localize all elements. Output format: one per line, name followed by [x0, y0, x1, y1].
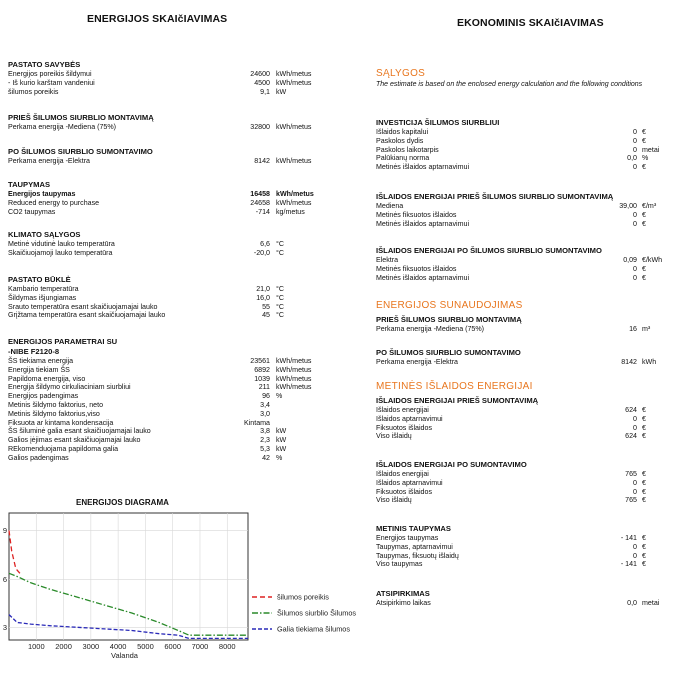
data-row	[8, 285, 308, 294]
row-unit: €	[642, 264, 646, 273]
row-label: Viso taupymas	[376, 560, 423, 569]
legend-label: Galia tiekiama šilumos	[277, 624, 350, 634]
energy-diagram	[0, 505, 365, 675]
row-unit: °C	[276, 302, 284, 311]
row-unit: kWh/metus	[276, 157, 312, 165]
row-value: 8142	[254, 157, 270, 165]
row-unit: €/kWh	[642, 256, 663, 264]
row-value: 96	[262, 392, 270, 401]
row-unit: kWh/metus	[276, 70, 312, 78]
section-consumption-0	[376, 315, 666, 334]
row-label: Kambario temperatūra	[8, 285, 79, 293]
row-label: Fiksuota ar kintama kondensacija	[8, 418, 114, 427]
row-unit: kWh/metus	[276, 383, 312, 392]
row-unit: metai	[642, 145, 660, 154]
x-tick-label: 6000	[164, 642, 182, 651]
row-unit: €	[642, 542, 646, 551]
data-row	[376, 358, 666, 367]
row-value: 0	[633, 273, 637, 282]
row-label: Metinė vidutinė lauko temperatūra	[8, 240, 115, 248]
data-row	[8, 454, 308, 463]
row-value: 0	[633, 487, 637, 496]
row-label: Energija šildymo cirkuliaciniam siurbliui	[8, 383, 131, 392]
row-label: Metinis šildymo faktorius, neto	[8, 400, 104, 409]
data-row	[376, 137, 666, 146]
economic-calc-title: EKONOMINIS SKAIčIAVIMAS	[457, 17, 604, 29]
data-row	[376, 163, 666, 172]
data-row	[8, 383, 312, 392]
data-row	[376, 496, 666, 505]
row-value: - 141	[620, 534, 637, 542]
row-value: 5,3	[260, 444, 270, 453]
section-title: IŠLAIDOS ENERGIJAI PO SUMONTAVIMO	[376, 460, 527, 469]
data-row	[376, 146, 666, 155]
row-value: -20,0	[253, 248, 270, 257]
row-unit: °C	[276, 240, 284, 248]
data-row	[376, 415, 666, 424]
data-row	[8, 365, 312, 375]
row-unit: °C	[276, 248, 284, 257]
row-value: 0	[633, 542, 637, 551]
row-unit: €	[642, 210, 646, 219]
section-econ-2	[376, 246, 666, 282]
section-costs-0	[376, 396, 666, 441]
section-building-properties	[8, 60, 312, 96]
row-unit: €	[642, 414, 646, 423]
row-value: 23561	[250, 357, 270, 365]
section-econ-0	[376, 118, 666, 172]
row-value: 24600	[250, 70, 270, 78]
row-unit: m³	[642, 325, 651, 333]
row-unit: €	[642, 432, 646, 441]
data-row	[376, 256, 666, 265]
row-label: šilumos poreikis	[8, 87, 59, 96]
row-unit: €	[642, 273, 646, 282]
row-value: 0	[633, 210, 637, 219]
row-value: 0	[633, 551, 637, 560]
x-tick-label: 8000	[218, 642, 236, 651]
data-row	[8, 311, 308, 320]
row-label: Papildoma energija, viso	[8, 374, 86, 383]
row-unit: metai	[642, 599, 660, 607]
x-tick-label: 2000	[55, 642, 72, 651]
row-value: 32800	[250, 123, 270, 131]
row-unit: €	[642, 560, 646, 569]
row-label: Galios įėjimas esant skaičiuojamajai lauko	[8, 436, 141, 445]
row-label: Perkama energija -Mediena (75%)	[376, 325, 485, 333]
row-unit: kg/metus	[276, 207, 305, 216]
section-title: ENERGIJOS PARAMETRAI SU	[8, 337, 118, 346]
data-row	[376, 154, 666, 163]
section-title: PASTATO BŪKLĖ	[8, 275, 71, 284]
row-value: 16458	[250, 190, 270, 198]
row-label: Viso išlaidų	[376, 432, 412, 441]
row-value: 0,09	[623, 256, 637, 264]
row-label: Energijos taupymas	[8, 190, 76, 198]
row-value: 16	[629, 325, 637, 333]
data-row	[376, 432, 666, 441]
data-row	[8, 427, 308, 436]
energy-calc-title: ENERGIJOS SKAIčIAVIMAS	[87, 13, 228, 25]
row-value: 16,0	[256, 293, 270, 302]
row-value: 0	[633, 219, 637, 228]
row-value: 0	[633, 478, 637, 487]
row-label: Energijos padengimas	[8, 392, 79, 401]
row-unit: €/m³	[642, 202, 657, 210]
row-unit: kW	[276, 87, 287, 96]
x-tick-label: 3000	[82, 642, 100, 651]
data-row	[8, 436, 308, 445]
row-label: REkomenduojama papildoma galia	[8, 444, 119, 453]
row-label: ŠS šiluminė galia esant skaičiuojamajai lauko	[8, 427, 151, 436]
row-label: Išlaidos kapitalui	[376, 128, 429, 136]
row-label: Atsipirkimo laikas	[376, 599, 431, 607]
row-value: 3,8	[260, 427, 270, 436]
data-row	[376, 488, 666, 497]
row-label: Metinės fiksuotos išlaidos	[376, 210, 457, 219]
row-value: 1039	[254, 374, 270, 383]
row-unit: kWh/metus	[276, 357, 312, 365]
row-unit: €	[642, 478, 646, 487]
data-row	[376, 265, 666, 274]
row-label: Perkama energija -Elektra	[376, 358, 459, 366]
row-unit: kW	[276, 427, 287, 436]
row-label: Metinės išlaidos aptarnavimui	[376, 219, 470, 228]
section-title: TAUPYMAS	[8, 180, 51, 189]
row-unit: €	[642, 487, 646, 496]
row-unit: °C	[276, 293, 284, 302]
row-label: Išlaidos aptarnavimui	[376, 478, 443, 487]
row-unit: kWh/metus	[276, 374, 312, 383]
row-unit: %	[276, 392, 283, 401]
row-label: Perkama energija -Elektra	[8, 157, 91, 165]
row-value: 45	[262, 311, 270, 320]
section-building-state	[8, 275, 308, 320]
row-unit: €	[642, 470, 646, 478]
row-value: 0	[633, 128, 637, 136]
y-tick-label: 3	[2, 622, 7, 632]
row-label: Fiksuotos išlaidos	[376, 487, 432, 496]
row-unit: €	[642, 551, 646, 560]
data-row	[8, 303, 308, 312]
x-tick-label: 5000	[137, 642, 154, 651]
section-consumption-1	[376, 348, 666, 367]
consumption-title: ENERGIJOS SUNAUDOJIMAS	[376, 300, 523, 311]
section-title: PO ŠILUMOS SIURBLIO SUMONTAVIMO	[376, 348, 521, 357]
data-row	[376, 560, 666, 569]
row-label: Taupymas, fiksuotų išlaidų	[376, 551, 459, 560]
data-row	[8, 294, 308, 303]
row-label: Energija tiekiam ŠS	[8, 365, 70, 374]
x-tick-label: 1000	[27, 642, 45, 651]
data-row	[376, 274, 666, 283]
row-value: 0	[633, 145, 637, 154]
data-row	[376, 534, 666, 543]
data-row	[8, 198, 312, 208]
section-savings	[8, 180, 314, 216]
section-costs-2	[376, 524, 666, 569]
row-label: Išlaidos energijai	[376, 406, 429, 414]
row-unit: €	[642, 136, 646, 145]
row-unit: kWh	[642, 358, 657, 366]
data-row	[8, 190, 314, 199]
row-unit: kWh/metus	[276, 78, 312, 87]
section-title: KLIMATO SĄLYGOS	[8, 230, 81, 239]
row-unit: °C	[276, 311, 284, 320]
section-title: PRIEŠ ŠILUMOS SIURBLIO MONTAVIMĄ	[376, 315, 522, 324]
x-tick-label: 4000	[109, 642, 127, 651]
data-row	[8, 78, 312, 88]
data-row	[8, 374, 312, 384]
row-label: Galios padengimas	[8, 453, 69, 462]
row-unit: kW	[276, 444, 287, 453]
data-row	[8, 445, 308, 454]
row-value: 55	[262, 302, 270, 311]
row-value: 0	[633, 264, 637, 273]
data-row	[8, 70, 312, 79]
row-label: Išlaidos energijai	[376, 470, 429, 478]
row-label: Taupymas, aptarnavimui	[376, 542, 453, 551]
row-label: Šildymas išjungiamas	[8, 293, 77, 302]
row-value: 3,0	[260, 409, 270, 418]
section-title: PRIEŠ ŠILUMOS SIURBLIO MONTAVIMĄ	[8, 113, 154, 122]
section-title: INVESTICIJA ŠILUMOS SIURBLIUI	[376, 118, 500, 127]
data-row	[376, 470, 666, 479]
data-row	[376, 424, 666, 433]
row-label: - Iš kurio karštam vandeniui	[8, 78, 95, 87]
row-label: Viso išlaidų	[376, 496, 412, 505]
row-label: Metinis šildymo faktorius,viso	[8, 409, 100, 418]
section-title: PASTATO SAVYBĖS	[8, 60, 81, 69]
row-unit: kWh/metus	[276, 190, 314, 198]
section-title: IŠLAIDOS ENERGIJAI PRIEŠ ŠILUMOS SIURBLIO SUMONTAVIMĄ	[376, 192, 614, 201]
row-unit: €	[642, 219, 646, 228]
row-value: 765	[625, 496, 637, 505]
section-costs-1	[376, 460, 666, 505]
row-label: Reduced energy to purchase	[8, 198, 100, 207]
data-row	[376, 552, 666, 561]
section-title: PO ŠILUMOS SIURBLIO SUMONTAVIMO	[8, 147, 153, 156]
conditions-title: SĄLYGOS	[376, 68, 426, 79]
row-label: Metinės išlaidos aptarnavimui	[376, 273, 470, 282]
row-label: ŠS tiekiama energija	[8, 357, 74, 365]
section-title: METINIS TAUPYMAS	[376, 524, 451, 533]
section-costs-3	[376, 589, 666, 608]
data-row	[8, 410, 308, 419]
row-value: 0	[633, 414, 637, 423]
row-unit: €	[642, 534, 646, 542]
row-label: Elektra	[376, 256, 399, 264]
legend-label: Šilumos siurblio Šilumos	[277, 608, 357, 618]
row-value: 39,00	[619, 202, 637, 210]
row-label: Energijos poreikis šildymui	[8, 70, 92, 78]
row-unit: kWh/metus	[276, 198, 312, 207]
row-value: - 141	[620, 560, 637, 569]
row-value: Kintama	[243, 418, 270, 427]
x-axis-label: Valanda	[111, 651, 138, 660]
data-row	[8, 123, 312, 132]
row-value: 0	[633, 423, 637, 432]
row-unit: €	[642, 406, 646, 414]
row-label: Išlaidos aptarnavimui	[376, 414, 443, 423]
data-row	[376, 128, 666, 137]
row-value: 0	[633, 163, 637, 172]
row-value: 211	[258, 383, 270, 392]
data-row	[8, 240, 308, 249]
section-title: ATSIPIRKIMAS	[376, 589, 430, 598]
row-unit: °C	[276, 285, 284, 293]
data-row	[8, 357, 312, 366]
conditions-block	[376, 67, 646, 89]
row-unit: %	[276, 453, 283, 462]
row-value: 0,0	[627, 154, 637, 163]
row-value: 0,0	[627, 599, 637, 607]
data-row	[376, 211, 666, 220]
data-row	[376, 479, 666, 488]
data-row	[8, 208, 308, 217]
data-row	[376, 406, 666, 415]
row-unit: kW	[276, 436, 287, 445]
row-value: 0	[633, 136, 637, 145]
data-row	[376, 599, 666, 608]
data-row	[376, 202, 666, 211]
row-unit: €	[642, 496, 646, 505]
row-value: 624	[625, 406, 637, 414]
row-value: 2,3	[260, 436, 270, 445]
row-label: Perkama energija -Mediena (75%)	[8, 123, 117, 131]
row-value: -714	[255, 207, 270, 216]
section-subtitle: -NIBE F2120-8	[8, 347, 60, 356]
row-value: 4500	[254, 78, 270, 87]
section-econ-1	[376, 192, 666, 228]
section-after-install	[8, 147, 312, 166]
row-value: 21,0	[256, 285, 270, 293]
data-row	[8, 249, 308, 258]
row-value: 8142	[621, 358, 637, 366]
data-row	[376, 220, 666, 229]
data-row	[8, 401, 308, 410]
row-label: Paskolos dydis	[376, 136, 424, 145]
data-row	[8, 392, 308, 401]
data-row	[8, 88, 308, 97]
conditions-note: The estimate is based on the enclosed energy calculation and the following conditions	[376, 81, 643, 88]
row-value: 624	[625, 432, 637, 441]
row-value: 6,6	[260, 240, 270, 248]
x-tick-label: 7000	[191, 642, 209, 651]
row-label: Srauto temperatūra esant skaičiuojamajai lauko	[8, 302, 158, 311]
annual-costs-title: METINĖS IŠLAIDOS ENERGIJAI	[376, 381, 533, 392]
row-label: Grįžtama temperatūra esant skaičiuojamajai lauko	[8, 311, 166, 320]
row-label: Paskolos laikotarpis	[376, 145, 439, 154]
row-value: 9,1	[260, 87, 270, 96]
row-label: Mediena	[376, 202, 404, 210]
row-label: Skaičiuojamoji lauko temperatūra	[8, 248, 113, 257]
plot-area	[9, 513, 248, 640]
row-label: Energijos taupymas	[376, 534, 439, 542]
row-label: Fiksuotos išlaidos	[376, 423, 432, 432]
row-unit: %	[642, 154, 649, 163]
row-unit: €	[642, 423, 646, 432]
row-label: Palūkianų norma	[376, 154, 430, 163]
row-value: 3,4	[260, 400, 270, 409]
section-title: IŠLAIDOS ENERGIJAI PO ŠILUMOS SIURBLIO SUMONTAVIMO	[376, 246, 602, 255]
row-label: CO2 taupymas	[8, 207, 56, 216]
row-unit: €	[642, 128, 646, 136]
section-climate	[8, 230, 308, 258]
row-value: 765	[625, 470, 637, 478]
row-label: Metinės fiksuotos išlaidos	[376, 264, 457, 273]
data-row	[376, 325, 666, 334]
row-value: 24658	[250, 198, 270, 207]
data-row	[8, 157, 312, 166]
row-label: Metinės išlaidos aptarnavimui	[376, 163, 470, 172]
section-title: IŠLAIDOS ENERGIJAI PRIEŠ SUMONTAVIMĄ	[376, 396, 539, 405]
row-unit: kWh/metus	[276, 365, 312, 374]
row-unit: kWh/metus	[276, 123, 312, 131]
y-tick-label: 9	[2, 525, 7, 535]
data-row	[376, 543, 666, 552]
row-value: 42	[262, 453, 270, 462]
section-before-install	[8, 113, 312, 132]
section-energy-params	[8, 337, 312, 463]
chart-title: ENERGIJOS DIAGRAMA	[76, 498, 169, 507]
legend-label: šilumos poreikis	[277, 592, 329, 602]
row-unit: €	[642, 163, 646, 172]
y-tick-label: 6	[2, 575, 7, 585]
row-value: 6892	[254, 365, 270, 374]
